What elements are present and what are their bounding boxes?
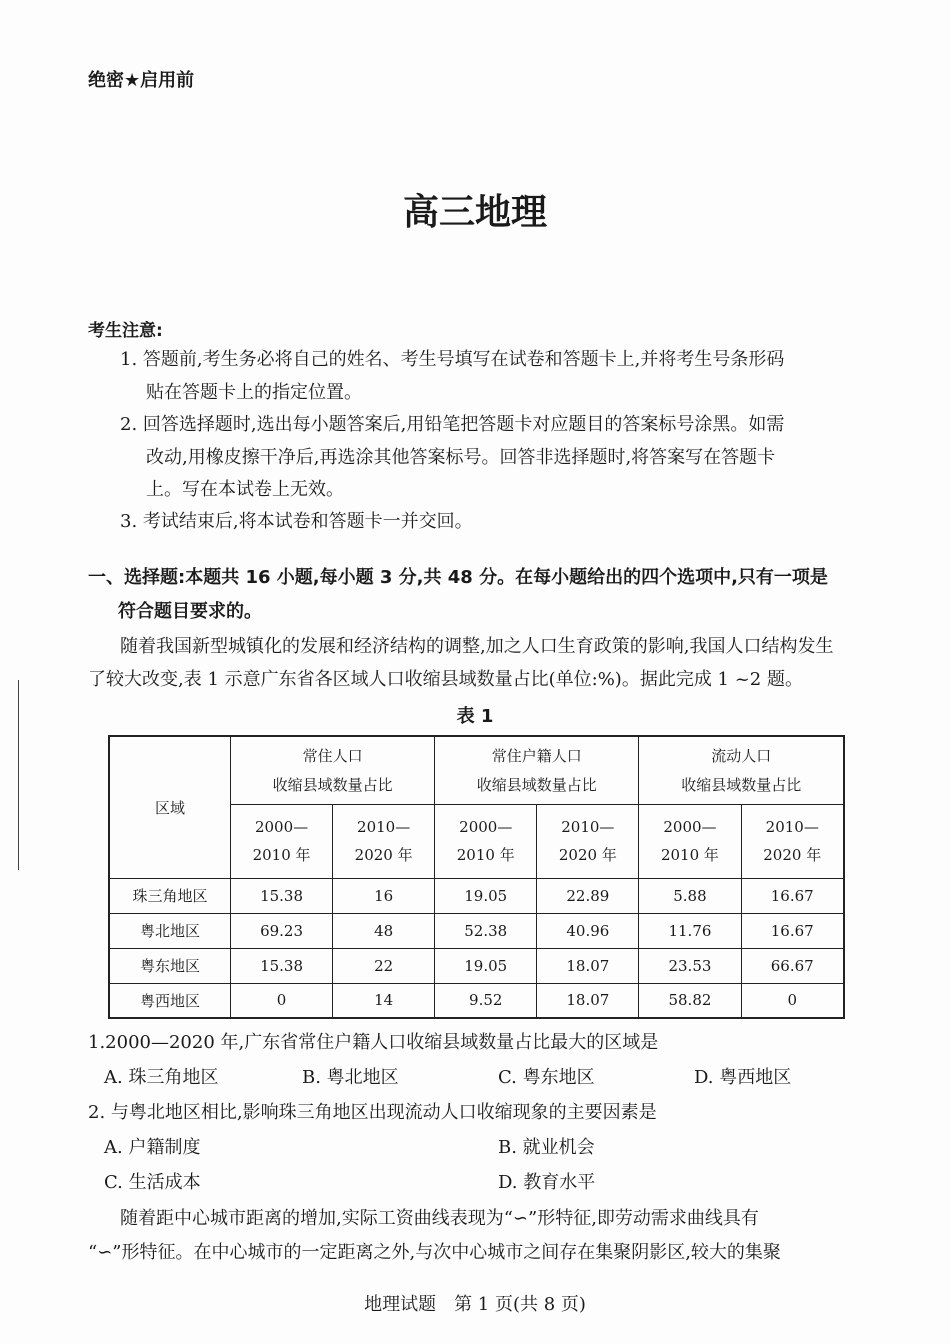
q2-option-a: A. 户籍制度 [104, 1137, 201, 1158]
table-row [109, 948, 844, 983]
value-cell: 16 [333, 878, 435, 913]
question-1-stem: 1.2000—2020 年,广东省常住户籍人口收缩县域数量占比最大的区域是 [88, 1032, 659, 1053]
table-row [109, 913, 844, 948]
q1-option-a: A. 珠三角地区 [104, 1067, 219, 1088]
period-header: 2010— 2020 年 [741, 804, 844, 878]
q1-option-b: B. 粤北地区 [302, 1067, 399, 1088]
value-cell: 22.89 [537, 878, 639, 913]
notice-line: 贴在答题卡上的指定位置。 [146, 382, 362, 403]
value-cell: 19.05 [435, 948, 537, 983]
value-cell: 0 [741, 983, 844, 1018]
q2-option-c: C. 生活成本 [104, 1172, 201, 1193]
value-cell: 58.82 [639, 983, 741, 1018]
period-header: 2000— 2010 年 [639, 804, 741, 878]
value-cell: 15.38 [231, 948, 333, 983]
passage-line: 随着我国新型城镇化的发展和经济结构的调整,加之人口生育政策的影响,我国人口结构发生 [120, 636, 834, 657]
region-cell: 粤北地区 [109, 913, 231, 948]
value-cell: 11.76 [639, 913, 741, 948]
notice-line: 3. 考试结束后,将本试卷和答题卡一并交回。 [120, 511, 473, 532]
value-cell: 48 [333, 913, 435, 948]
value-cell: 66.67 [741, 948, 844, 983]
notice-line: 改动,用橡皮擦干净后,再选涂其他答案标号。回答非选择题时,将答案写在答题卡 [146, 447, 776, 468]
passage-line: 了较大改变,表 1 示意广东省各区域人口收缩县域数量占比(单位:%)。据此完成 1 ~2 题。 [88, 669, 803, 690]
data-table [108, 735, 845, 1019]
period-header: 2010— 2020 年 [537, 804, 639, 878]
group-header: 常住户籍人口 收缩县域数量占比 [435, 736, 639, 804]
value-cell: 16.67 [741, 913, 844, 948]
passage-line: 随着距中心城市距离的增加,实际工资曲线表现为“∽”形特征,即劳动需求曲线具有 [120, 1208, 759, 1229]
region-header: 区域 [109, 736, 231, 878]
notice-line: 上。写在本试卷上无效。 [146, 479, 344, 500]
group-header: 常住人口 收缩县域数量占比 [231, 736, 435, 804]
confidential-label: 绝密★启用前 [88, 70, 195, 91]
table-row [109, 878, 844, 913]
value-cell: 15.38 [231, 878, 333, 913]
value-cell: 40.96 [537, 913, 639, 948]
value-cell: 18.07 [537, 948, 639, 983]
q1-option-c: C. 粤东地区 [498, 1067, 595, 1088]
value-cell: 9.52 [435, 983, 537, 1018]
value-cell: 22 [333, 948, 435, 983]
table-row [109, 983, 844, 1018]
period-header: 2010— 2020 年 [333, 804, 435, 878]
q2-option-d: D. 教育水平 [498, 1172, 596, 1193]
section-heading: 一、选择题:本题共 16 小题,每小题 3 分,共 48 分。在每小题给出的四个选项中,只有一项是 [88, 567, 828, 588]
value-cell: 16.67 [741, 878, 844, 913]
region-cell: 珠三角地区 [109, 878, 231, 913]
notice-line: 2. 回答选择题时,选出每小题答案后,用铅笔把答题卡对应题目的答案标号涂黑。如需 [120, 414, 785, 435]
table-caption: 表 1 [456, 706, 494, 727]
value-cell: 69.23 [231, 913, 333, 948]
page-title: 高三地理 [402, 192, 547, 233]
group-header: 流动人口 收缩县域数量占比 [639, 736, 844, 804]
region-cell: 粤西地区 [109, 983, 231, 1018]
value-cell: 18.07 [537, 983, 639, 1018]
period-header: 2000— 2010 年 [231, 804, 333, 878]
value-cell: 52.38 [435, 913, 537, 948]
section-heading-cont: 符合题目要求的。 [118, 601, 262, 622]
value-cell: 5.88 [639, 878, 741, 913]
value-cell: 23.53 [639, 948, 741, 983]
question-2-stem: 2. 与粤北地区相比,影响珠三角地区出现流动人口收缩现象的主要因素是 [88, 1102, 657, 1123]
notice-heading: 考生注意: [88, 321, 163, 341]
value-cell: 19.05 [435, 878, 537, 913]
value-cell: 0 [231, 983, 333, 1018]
value-cell: 14 [333, 983, 435, 1018]
page-footer: 地理试题 第 1 页(共 8 页) [364, 1294, 586, 1315]
period-header: 2000— 2010 年 [435, 804, 537, 878]
q2-option-b: B. 就业机会 [498, 1137, 595, 1158]
passage-line: “∽”形特征。在中心城市的一定距离之外,与次中心城市之间存在集聚阴影区,较大的集聚 [88, 1242, 781, 1263]
q1-option-d: D. 粤西地区 [694, 1067, 792, 1088]
notice-line: 1. 答题前,考生务必将自己的姓名、考生号填写在试卷和答题卡上,并将考生号条形码 [120, 349, 785, 370]
region-cell: 粤东地区 [109, 948, 231, 983]
